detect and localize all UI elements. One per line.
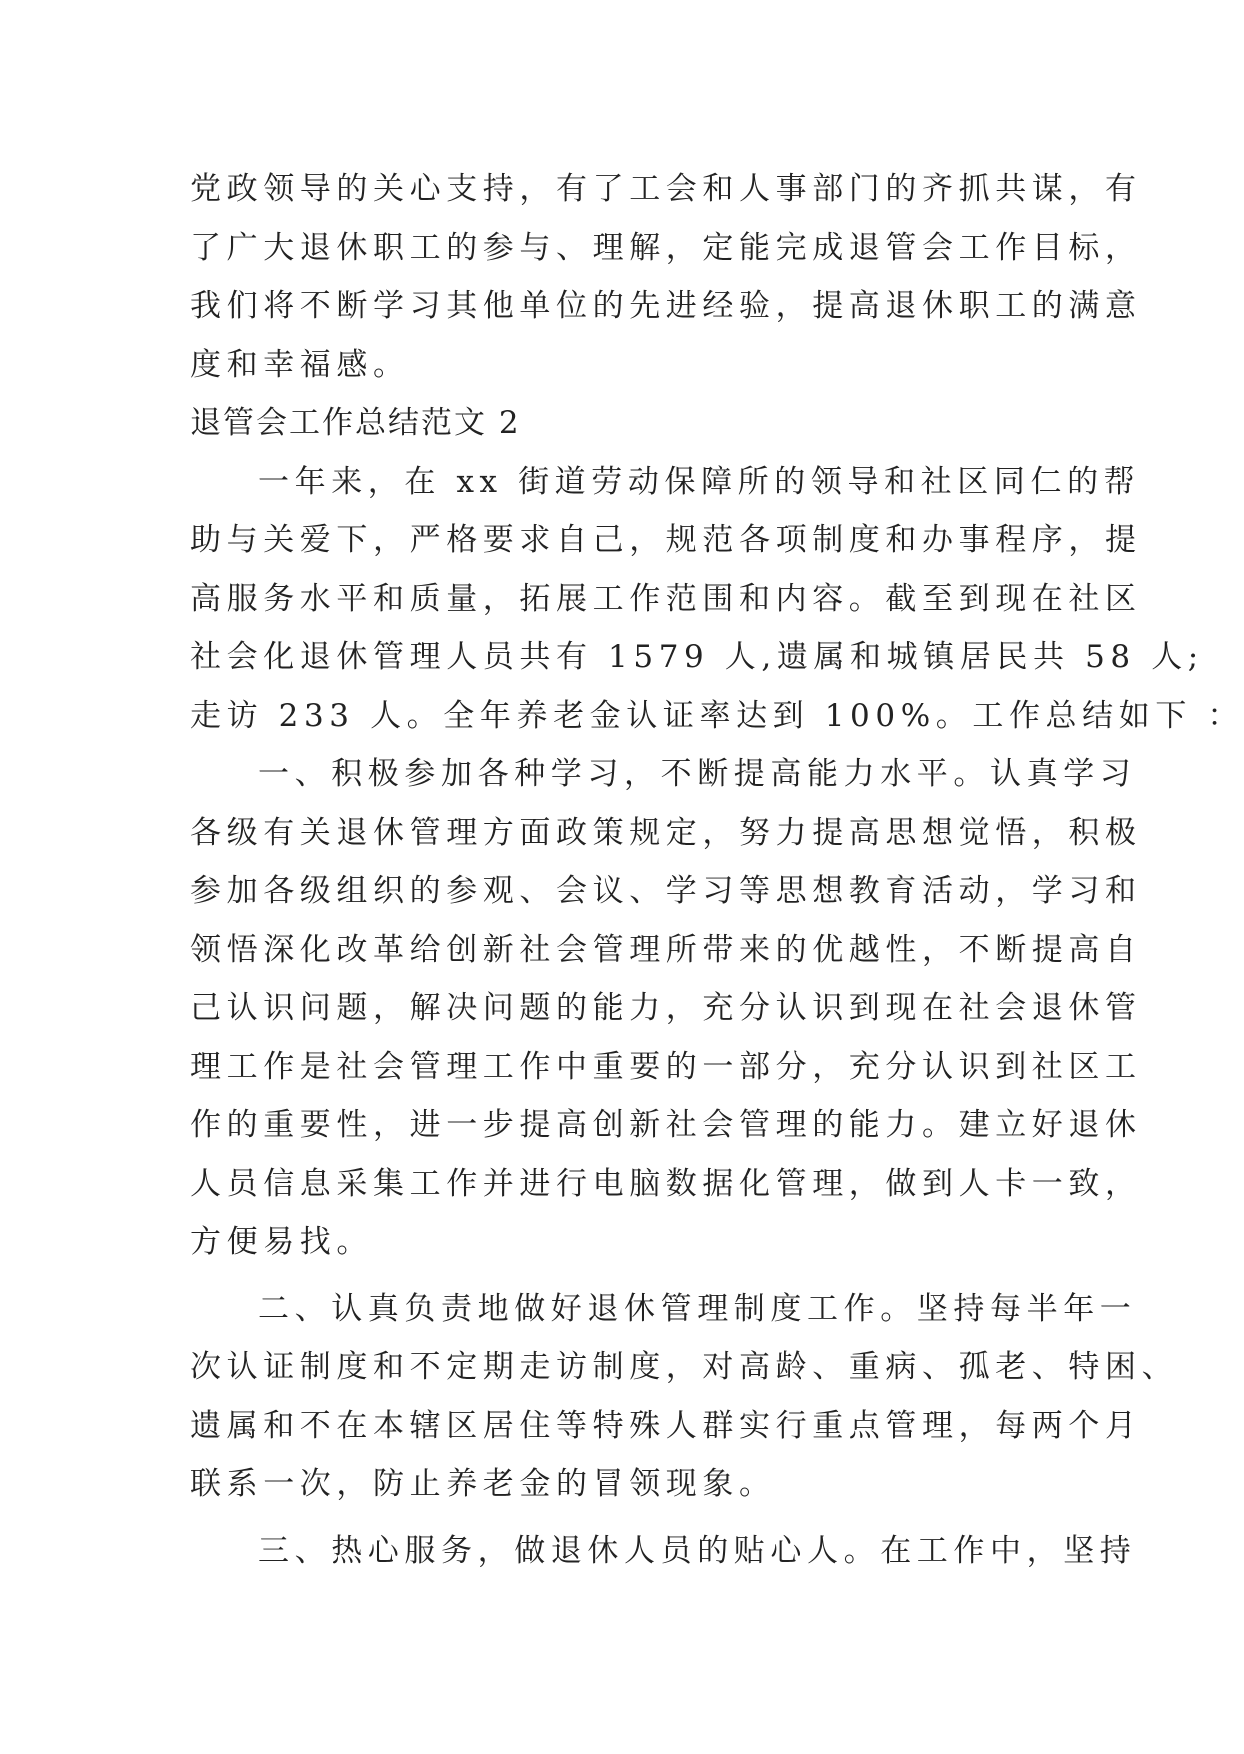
text-line: 次认证制度和不定期走访制度，对高龄、重病、孤老、特困、 — [190, 1349, 1179, 1385]
paragraph-gap — [190, 1272, 1070, 1280]
text-line: 各级有关退休管理方面政策规定，努力提高思想觉悟，积极 — [190, 814, 1142, 851]
text-line: 高服务水平和质量，拓展工作范围和内容。截至到现在社区 — [190, 580, 1142, 617]
text-line: 方便易找。 — [190, 1224, 373, 1260]
paragraph-point-three — [190, 1522, 1137, 1581]
text-line: 党政领导的关心支持，有了工会和人事部门的齐抓共谋，有 — [190, 171, 1142, 207]
heading-text: 退管会工作总结范文 2 — [190, 405, 521, 441]
text-line: 己认识问题，解决问题的能力，充分认识到现在社会退休管 — [190, 990, 1142, 1026]
text-line: 遗属和不在本辖区居住等特殊人群实行重点管理，每两个月 — [190, 1407, 1142, 1444]
text-line: 人员信息采集工作并进行电脑数据化管理，做到人卡一致， — [190, 1165, 1142, 1202]
text-line: 走访 233 人。全年养老金认证率达到 100%。工作总结如下 ： — [190, 697, 1244, 734]
section-heading — [190, 394, 1070, 453]
text-line: 我们将不断学习其他单位的先进经验，提高退休职工的满意 — [190, 288, 1142, 324]
text-line: 一年来，在 xx 街道劳动保障所的领导和社区同仁的帮 — [258, 463, 1141, 500]
paragraph-continuation — [190, 160, 1142, 394]
text-line: 助与关爱下，严格要求自己，规范各项制度和办事程序，提 — [190, 522, 1142, 558]
text-line: 领悟深化改革给创新社会管理所带来的优越性，不断提高自 — [190, 931, 1142, 968]
text-line: 了广大退休职工的参与、理解，定能完成退管会工作目标， — [190, 229, 1142, 266]
text-line: 联系一次，防止养老金的冒领现象。 — [190, 1466, 776, 1502]
text-line: 理工作是社会管理工作中重要的一部分，充分认识到社区工 — [190, 1048, 1142, 1085]
text-line: 度和幸福感。 — [190, 346, 410, 383]
text-line: 三、热心服务，做退休人员的贴心人。在工作中，坚持 — [258, 1532, 1137, 1569]
paragraph-gap — [190, 1514, 1070, 1522]
text-line: 参加各级组织的参观、会议、学习等思想教育活动，学习和 — [190, 873, 1142, 909]
text-line: 社会化退休管理人员共有 1579 人,遗属和城镇居民共 58 人; — [190, 639, 1204, 675]
paragraph-point-two — [190, 1280, 1179, 1514]
text-line: 二、认真负责地做好退休管理制度工作。坚持每半年一 — [258, 1290, 1137, 1327]
document-body — [190, 160, 1244, 1580]
paragraph-intro — [190, 453, 1244, 746]
text-line: 一、积极参加各种学习，不断提高能力水平。认真学习 — [258, 756, 1137, 792]
paragraph-point-one — [190, 745, 1142, 1272]
text-line: 作的重要性，进一步提高创新社会管理的能力。建立好退休 — [190, 1107, 1142, 1143]
